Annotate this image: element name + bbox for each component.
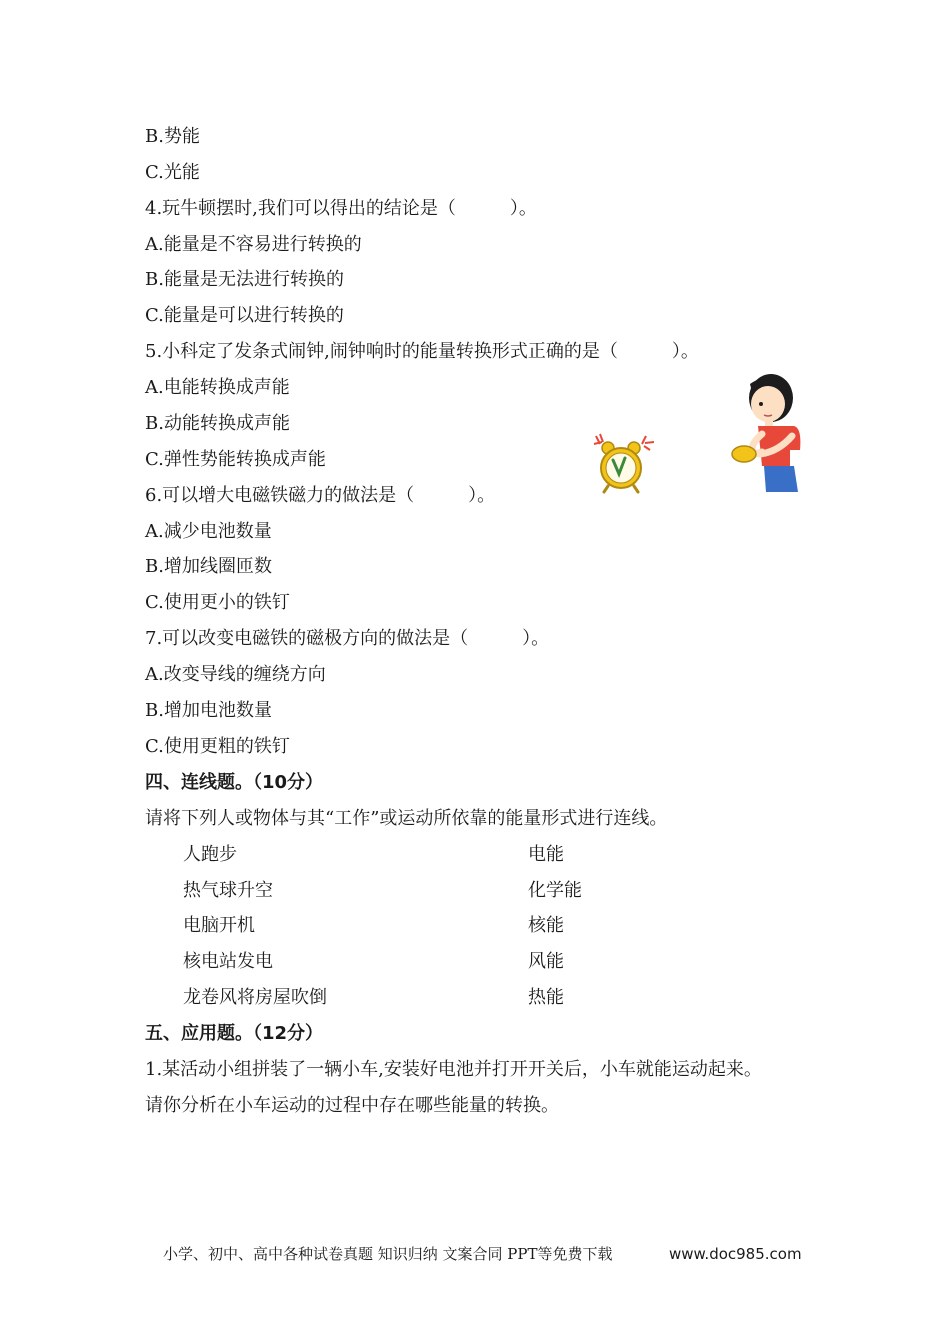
- match-left-item[interactable]: 人跑步: [183, 844, 237, 865]
- match-right-item[interactable]: 核能: [528, 915, 564, 936]
- q7-option-b: B.增加电池数量: [145, 700, 272, 721]
- section5-q1-line1: 1.某活动小组拼装了一辆小车,安装好电池并打开开关后，小车就能运动起来。: [145, 1059, 762, 1080]
- question-6: 6.可以增大电磁铁磁力的做法是（ ）。: [145, 485, 496, 506]
- q4-option-c: C.能量是可以进行转换的: [145, 305, 344, 326]
- match-left-item[interactable]: 热气球升空: [183, 880, 273, 901]
- q7-option-a: A.改变导线的缠绕方向: [145, 664, 326, 685]
- match-left-item[interactable]: 龙卷风将房屋吹倒: [183, 987, 327, 1008]
- q6-option-b: B.增加线圈匝数: [145, 556, 272, 577]
- match-right-item[interactable]: 风能: [528, 951, 564, 972]
- q5-option-b: B.动能转换成声能: [145, 413, 290, 434]
- question-7: 7.可以改变电磁铁的磁极方向的做法是（ ）。: [145, 628, 550, 649]
- section5-q1-line2: 请你分析在小车运动的过程中存在哪些能量的转换。: [145, 1095, 559, 1116]
- q5-option-a: A.电能转换成声能: [145, 377, 290, 398]
- q6-option-a: A.减少电池数量: [145, 521, 272, 542]
- question-5: 5.小科定了发条式闹钟,闹钟响时的能量转换形式正确的是（ ）。: [145, 341, 699, 362]
- match-left-item[interactable]: 电脑开机: [183, 915, 255, 936]
- match-right-item[interactable]: 电能: [528, 844, 564, 865]
- q7-option-c: C.使用更粗的铁钉: [145, 736, 290, 757]
- option-c-light: C.光能: [145, 162, 200, 183]
- alarm-clock-icon: [590, 430, 658, 494]
- section5-title: 五、应用题。（12分）: [145, 1023, 324, 1044]
- option-b-potential: B.势能: [145, 126, 200, 147]
- match-right-item[interactable]: 热能: [528, 987, 564, 1008]
- question-4: 4.玩牛顿摆时,我们可以得出的结论是（ ）。: [145, 198, 537, 219]
- q6-option-c: C.使用更小的铁钉: [145, 592, 290, 613]
- section4-instruction: 请将下列人或物体与其“工作”或运动所依靠的能量形式进行连线。: [145, 808, 668, 829]
- match-left-item[interactable]: 核电站发电: [183, 951, 273, 972]
- footer-promo-text: 小学、初中、高中各种试卷真题 知识归纳 文案合同 PPT等免费下载: [163, 1245, 613, 1263]
- boy-holding-clock-icon: [728, 370, 806, 495]
- q5-option-c: C.弹性势能转换成声能: [145, 449, 326, 470]
- section4-title: 四、连线题。（10分）: [145, 772, 324, 793]
- match-right-item[interactable]: 化学能: [528, 880, 582, 901]
- q4-option-a: A.能量是不容易进行转换的: [145, 234, 362, 255]
- q4-option-b: B.能量是无法进行转换的: [145, 269, 344, 290]
- footer-website-link[interactable]: www.doc985.com: [669, 1245, 802, 1263]
